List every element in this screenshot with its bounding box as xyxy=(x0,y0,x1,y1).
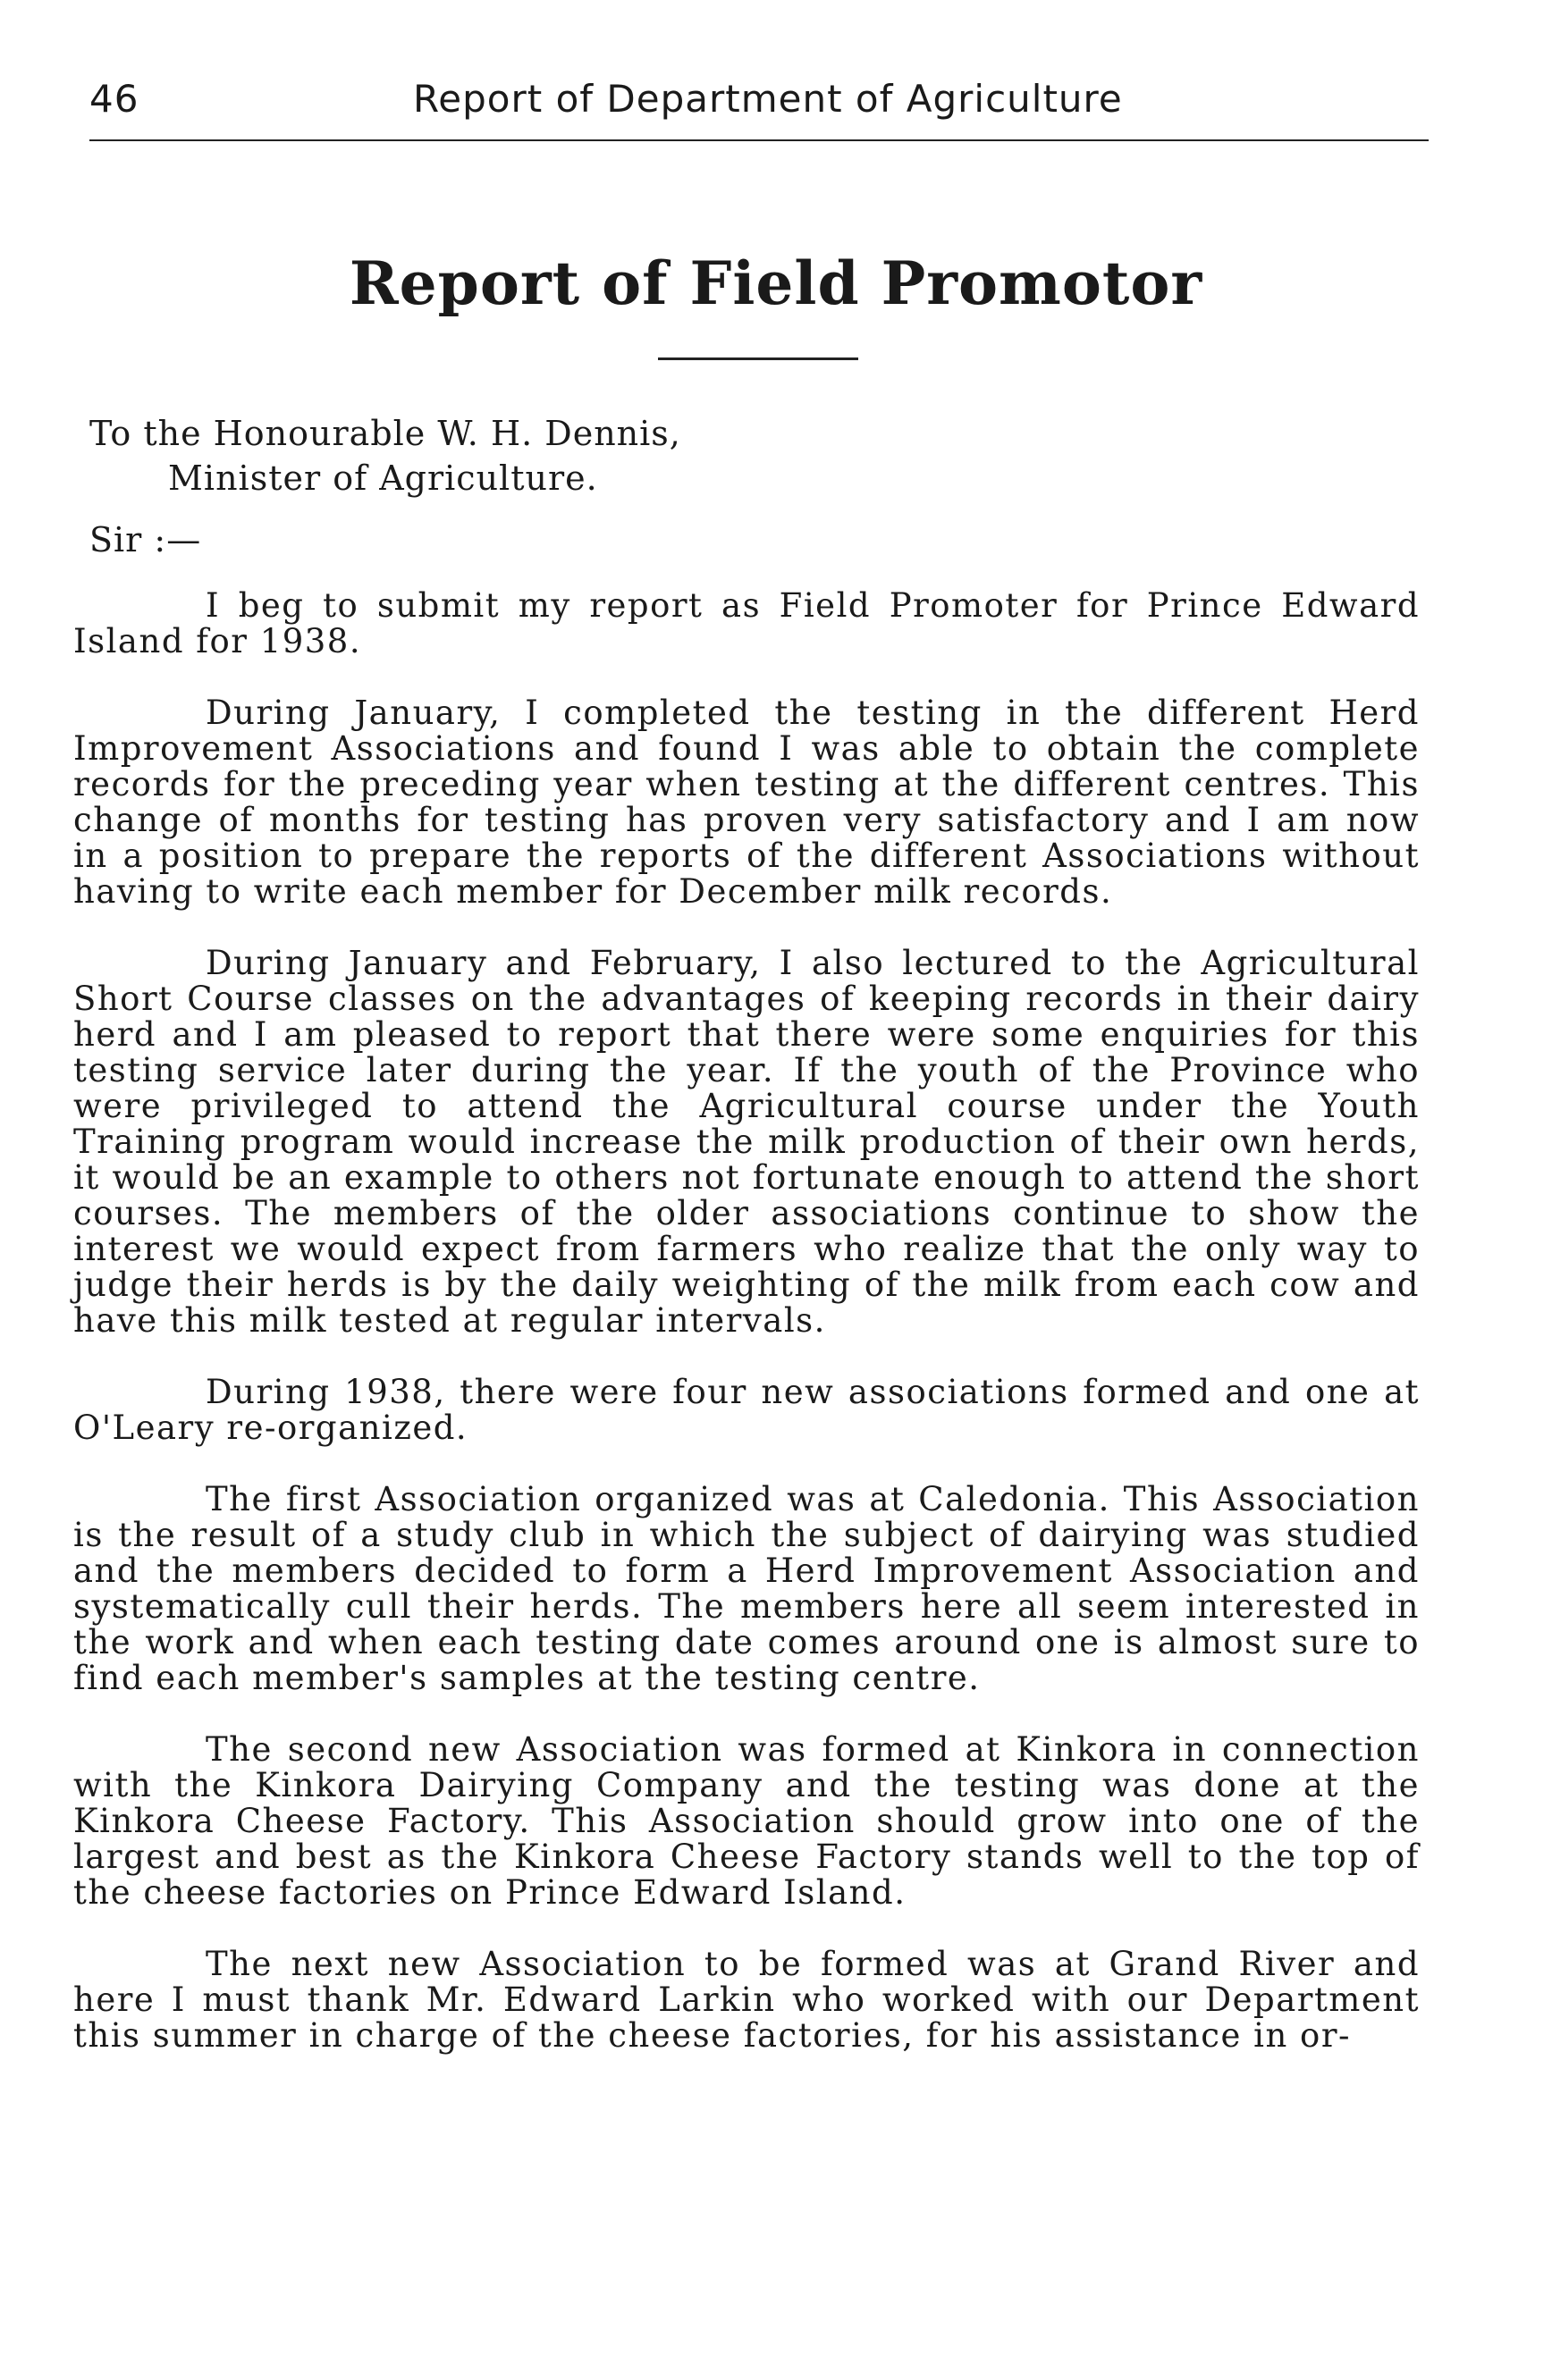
page-number: 46 xyxy=(89,77,139,121)
salutation: Sir :— xyxy=(89,520,202,559)
paragraph-6: The second new Association was formed at Kinkora in connection with the Kinkora Dairying Company and the testing was done at the Kinkora Cheese Factory. This Association should grow into one of the largest and best as the Kinkora Cheese Factory stands well to the top of the cheese factories on Prince Edward Island. xyxy=(73,1730,1420,1912)
paragraph-1: I beg to submit my report as Field Promoter for Prince Edward Island for 1938. xyxy=(73,586,1420,660)
paragraph-5: The first Association organized was at Caledonia. This Association is the result of a study club in which the subject of dairying was studied and the members decided to form a Herd Improvement Association and systematically cull their herds. The members here all seem interested in the work and when each testing date comes around one is almost sure to find each member's samples at the testing centre. xyxy=(73,1480,1420,1697)
address-line-2: Minister of Agriculture. xyxy=(168,458,598,498)
paragraph-4: During 1938, there were four new associations formed and one at O'Leary re-organized. xyxy=(73,1373,1420,1447)
header-rule xyxy=(89,139,1429,141)
page-title: Report of Field Promotor xyxy=(349,248,1203,318)
title-rule xyxy=(658,357,858,360)
report-body xyxy=(73,588,1420,2090)
paragraph-3: During January and February, I also lectured to the Agricultural Short Course classes on the advantages of keeping records in their dairy herd and I am pleased to report that there were some enquiries for this testing service later during the year. If the youth of the Province who were privileged to attend the Agricultural course under the Youth Training program would increase the milk production of their own herds, it would be an example to others not fortunate enough to attend the short courses. The members of the older associations continue to show the interest we would expect from farmers who realize that the only way to judge their herds is by the daily weighting of the milk from each cow and have this milk tested at regular intervals. xyxy=(73,944,1420,1340)
running-head-title: Report of Department of Agriculture xyxy=(413,77,1123,121)
paragraph-7: The next new Association to be formed was at Grand River and here I must thank Mr. Edward Larkin who worked with our Department this summer in charge of the cheese factories, for his assistance in or- xyxy=(73,1945,1420,2055)
address-block xyxy=(89,411,681,500)
paragraph-2: During January, I completed the testing in the different Herd Improvement Associations and found I was able to obtain the complete records for the preceding year when testing at the different centres. This change of months for testing has proven very satisfactory and I am now in a position to prepare the reports of the different Associations without having to write each member for December milk records. xyxy=(73,694,1420,911)
address-line-1: To the Honourable W. H. Dennis, xyxy=(89,414,681,453)
running-head xyxy=(89,77,1430,130)
